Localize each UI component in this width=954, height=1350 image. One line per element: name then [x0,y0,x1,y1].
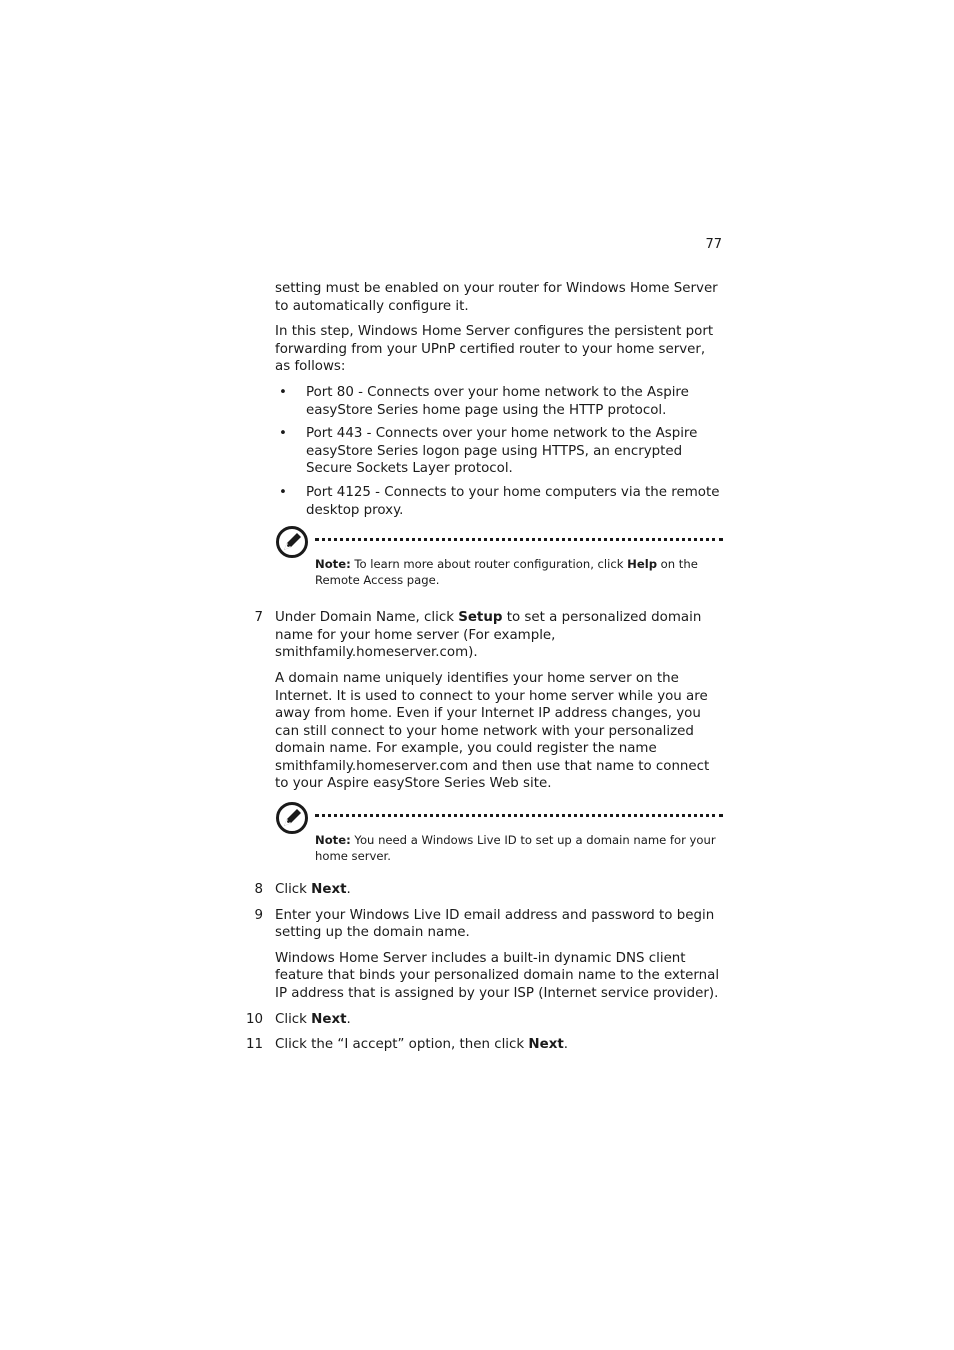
note-text-part: on the Remote Access page. [315,557,698,588]
step-text: Under Domain Name, click Setup to set a personalized domain name for your home server (For example, smithfamily.homeserver.com). [275,610,702,661]
note-label: Note: [315,833,351,848]
note-pen-icon [275,801,309,835]
page-number: 77 [705,237,722,252]
list-item: • Port 443 - Connects over your home network to the Aspire easyStore Series logon page using HTTPS, an encrypted Secure Sockets Layer protocol. [275,425,723,478]
note-box [275,525,723,587]
step-10 [245,1011,723,1029]
note-box [275,801,723,863]
step-paragraph: A domain name uniquely identifies your home server on the Internet. It is used to connect to your home server while you are away from home. Even if your Internet IP address changes, you can still connect to your home network with your personalized domain name. For example, you could register the name smithfamily.homeserver.com and then use that name to connect to your Aspire easyStore Series Web site. [275,670,710,792]
step-number: 9 [254,907,263,923]
note-text-part: You need a Windows Live ID to set up a domain name for your home server. [315,833,716,864]
page-content [245,280,723,1062]
note-pen-icon [275,525,309,559]
port-list [275,384,723,519]
step-text: Enter your Windows Live ID email address and password to begin setting up the domain name. [275,907,715,941]
intro-paragraph-2: In this step, Windows Home Server configures the persistent port forwarding from your UPnP certified router to your home server, as follows: [275,324,714,375]
step-number: 7 [254,610,263,626]
step-7 [254,609,723,793]
step-bold-term: Setup [458,610,503,626]
step-9 [254,907,723,1003]
note-divider [315,538,723,541]
list-item: • Port 4125 - Connects to your home computers via the remote desktop proxy. [275,484,723,519]
note-divider [315,814,723,817]
step-text: Click the “I accept” option, then click Next. [275,1037,568,1053]
step-text: Click Next. [275,882,351,898]
step-number: 10 [245,1011,263,1027]
step-11 [245,1036,723,1054]
note-text-part: To learn more about router configuration, click [350,557,628,572]
step-bold-term: Next [528,1037,564,1053]
step-8 [254,881,723,899]
step-bold-term: Next [311,882,347,898]
note-label: Note: [315,557,351,572]
note-text [315,556,723,588]
step-number: 8 [254,882,263,898]
note-bold-term: Help [627,557,657,572]
step-text: Click Next. [275,1011,351,1027]
intro-paragraph-1: setting must be enabled on your router for Windows Home Server to automatically configure it. [275,281,718,314]
list-item: • Port 80 - Connects over your home network to the Aspire easyStore Series home page using the HTTP protocol. [275,384,723,419]
step-paragraph: Windows Home Server includes a built-in dynamic DNS client feature that binds your personalized domain name to the external IP address that is assigned by your ISP (Internet service provider). [275,950,720,1002]
step-bold-term: Next [311,1011,347,1027]
note-text [315,832,723,864]
step-number: 11 [245,1037,263,1053]
